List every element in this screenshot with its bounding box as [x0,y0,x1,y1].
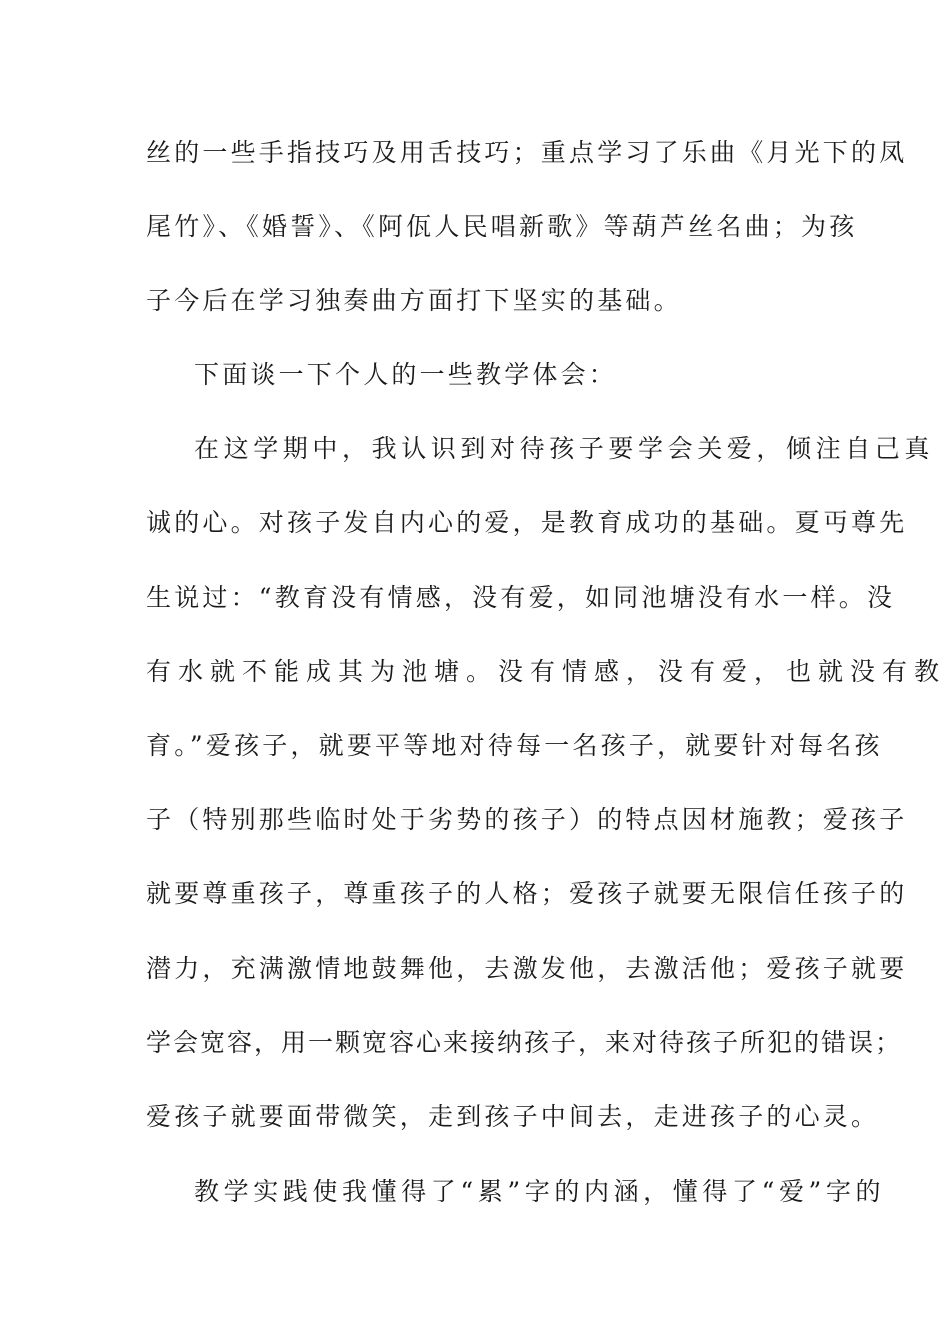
text-line: 丝的一些手指技巧及用舌技巧；重点学习了乐曲《月光下的凤 [146,138,908,167]
text-line: 就要尊重孩子，尊重孩子的人格；爱孩子就要无限信任孩子的 [146,879,908,908]
text-line: 子（特别那些临时处于劣势的孩子）的特点因材施教；爱孩子 [146,805,908,834]
text-line: 子今后在学习独奏曲方面打下坚实的基础。 [146,286,682,315]
text-line: 爱孩子就要面带微笑，走到孩子中间去，走进孩子的心灵。 [146,1102,880,1131]
text-line: 诚的心。对孩子发自内心的爱，是教育成功的基础。夏丏尊先 [146,508,908,537]
text-line: 有水就不能成其为池塘。没有情感，没有爱，也就没有教 [146,657,947,686]
paragraph-first-line: 在这学期中，我认识到对待孩子要学会关爱，倾注自己真 [194,434,935,463]
text-line: 潜力，充满激情地鼓舞他，去激发他，去激活他；爱孩子就要 [146,954,908,983]
text-line: 生说过：“教育没有情感，没有爱，如同池塘没有水一样。没 [146,583,896,612]
paragraph-first-line: 教学实践使我懂得了“累”字的内涵，懂得了“爱”字的 [194,1177,886,1206]
text-line: 尾竹》、《婚誓》、《阿佤人民唱新歌》等葫芦丝名曲；为孩 [146,212,858,241]
paragraph-first-line: 下面谈一下个人的一些教学体会： [194,360,618,389]
text-line: 育。”爱孩子，就要平等地对待每一名孩子，就要针对每名孩 [146,731,883,760]
text-line: 学会宽容，用一颗宽容心来接纳孩子，来对待孩子所犯的错误； [146,1028,903,1057]
